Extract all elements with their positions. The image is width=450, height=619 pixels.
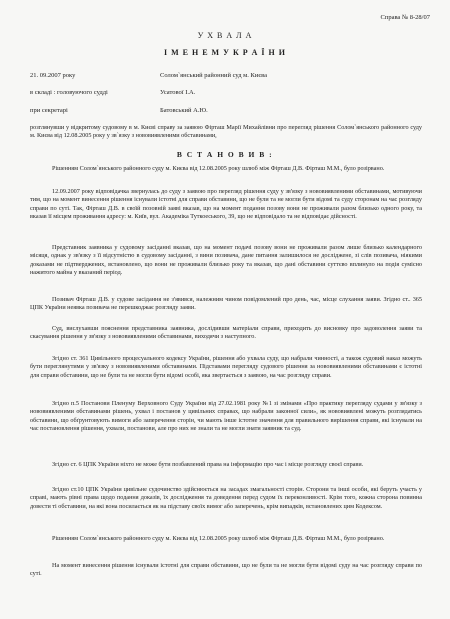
document-title: У Х В А Л А — [197, 31, 253, 40]
paragraph-4: Позивач Фірташ Д.В. у судове засідання не з'явився, належним чином повідомлений про день, час, місце слухання заяви. Згідно ст.. 365 ЦПК України неявка позивача не перешкоджає розгляду заяви. — [30, 296, 422, 312]
paragraph-11: На момент винесення рішення існували істотні для справи обставини, що не були та не могли бути відомі суду на час розгляду справи по суті. — [30, 562, 422, 578]
composition-label: в складі : головуючого судді — [30, 89, 108, 96]
paragraph-3: Представник заявника у судовому засіданні вказав, що на момент подачі позову вони не проживали разом лише близько календарного місяця, однак у зв'язку з її відсутністю в судовому засіданні, з вини позивача, дане питання залишилося не досліджене, зі слів позивача, ніякими доказами не підтверджених, встановлено, що вони не проживали близько року та вказав, що дані обставини суттєво вплинуло на подія сумісно нажитого майна у вказаний період. — [30, 244, 422, 277]
intro-paragraph: розглянувши у відкритому судовому в м. Києві справу за заявою Фірташ Марії Михайлівни про перегляд рішення Солом`янського районного суду м. Києва від 12.08.2005 року у зв`язку з нововиявленими обставинами, — [30, 124, 422, 140]
paragraph-9: Згідно ст.10 ЦПК України цивільне судочинство здійснюється на засадах змагальності сторін. Сторони та інші особи, які беруть участь у справі, мають рівні права щодо подання доказів, їх дослідження та доведення перед судом їх переконливості. Крім того, кожна сторона повинна довести ті обставини, на які вона посилається як на підставу своїх вимог або заперечень, крім випадків, встановлених цим Кодексом. — [30, 486, 422, 510]
established-heading: В С Т А Н О В И В : — [176, 150, 274, 159]
case-number: Справа № 8-28/07 — [380, 14, 430, 21]
judge-name: Усатової І.А. — [160, 89, 196, 96]
paragraph-2: 12.09.2007 року відповідачка звернулась до суду з заявою про перегляд рішення суду у зв'язку з нововиявленими обставинами, мотивуючи тим, що на момент винесення рішення існували істотні для справи обставини, що не були та не могли бути відомі та суду сторонам на час розгляду справи по суті. Так, Фірташ Д.В. в своїй позовній заяві вказав, що на момент подання позову вони не проживали разом близько одного року, та вказав її місцем проживання адресу: м. Київ, вул. Академіка Туткоеського, 39, що не відповідало та не відповідає дійсності. — [30, 188, 422, 221]
paragraph-10: Рішенням Солом`янського районного суду м. Києва від 12.08.2005 року шлюб між Фірташ Д.В. Фірташ М.М., було розірвано. — [52, 535, 385, 542]
court-name: Солом`янський районний суд м. Києва — [160, 72, 268, 79]
paragraph-6: Згідно ст. 361 Цивільного процесуального кодексу України, рішення або ухвала суду, що набрали чинності, а також судовий наказ можуть бути переглянутими у зв'язку з нововиявленими обставинами. Підставами перегляду судового рішення за нововиявленими обставинами є істотні для справи обставини, що не були та не могли бути відомі особі, яка звертається з заявою, на час розгляду справи. — [30, 355, 422, 379]
secretary-name: Батовський А.Ю. — [160, 107, 208, 114]
paragraph-8: Згідно ст. 6 ЦПК України ніхто не може бути позбавлений права на інформацію про час і місце розгляду своєї справи. — [52, 461, 364, 468]
document-subtitle: І М Е Н Е М У К Р А Ї Н И — [163, 48, 286, 57]
paragraph-7: Згідно п.5 Постанови Пленуму Верховного Суду України від 27.02.1981 року №1 зі змінами «Про практику перегляду судами у зв'язку з нововиявленими обставинами рішень, ухвал і постанов у цивільних справах, що набрали законної сили», як нововиявлені можуть розглядатись обставини, що обґрунтовують вимоги або заперечення сторін, чи мають інше істотне значення для правильного вирішення справи, які існували на час постановлення рішення, ухвали, постанови, але про них не знали та не могли знати заявник та суд. — [30, 400, 422, 433]
paragraph-1: Рішенням Солом`янського районного суду м. Києва від 12.08.2005 року шлюб між Фірташ Д.В. Фірташ М.М., було розірвано. — [52, 165, 385, 172]
secretary-label: при секретарі — [30, 107, 68, 114]
paragraph-5: Суд, вислухавши пояснення представника заявника, дослідивши матеріали справи, приходить до висновку про задоволення заяви та скасування рішення у зв'язку з нововиявленими обставинами, виходячи з наступного. — [30, 325, 422, 341]
ruling-date: 21. 09.2007 року — [30, 72, 76, 79]
